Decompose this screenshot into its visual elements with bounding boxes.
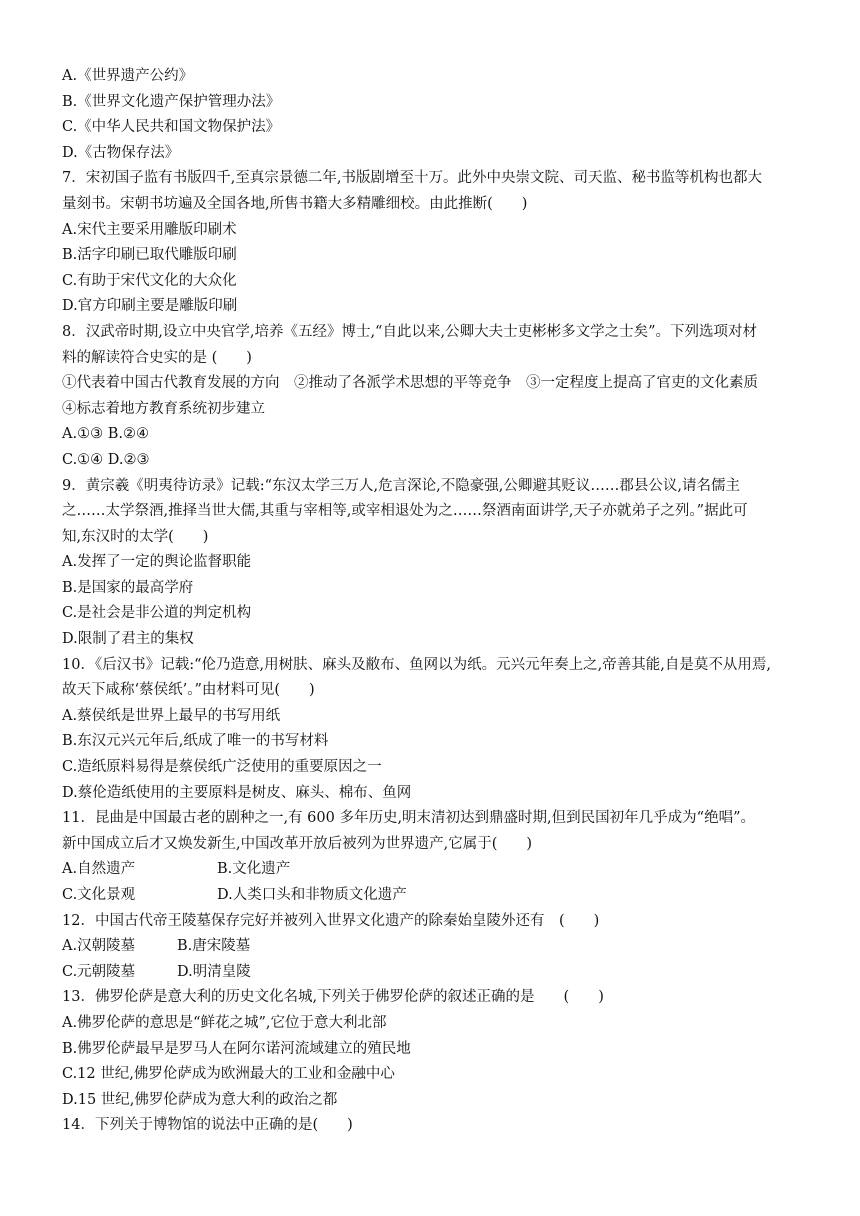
q7-stem-line-1: 7．宋初国子监有书版四千,至真宗景德二年,书版剧增至十万。此外中央崇文院、司天监、秘书监等机构也都大 bbox=[62, 170, 762, 187]
q12-option-d[interactable]: D.明清皇陵 bbox=[177, 963, 251, 980]
q12-stem: 12．中国古代帝王陵墓保存完好并被列入世界文化遗产的除秦始皇陵外还有 ( ) bbox=[62, 912, 600, 929]
q10-option-c[interactable]: C.造纸原料易得是蔡侯纸广泛使用的重要原因之一 bbox=[62, 759, 382, 776]
q6-option-a[interactable]: A.《世界遗产公约》 bbox=[62, 68, 194, 84]
q8-stem-line-2: 料的解读符合史实的是 ( ) bbox=[62, 349, 252, 366]
q10-stem-line-2: 故天下咸称‘蔡侯纸’。”由材料可见( ) bbox=[62, 682, 315, 699]
question-14 bbox=[62, 1113, 802, 1139]
q12-option-c[interactable]: C.元朝陵墓 bbox=[62, 963, 136, 980]
q6-option-c[interactable]: C.《中华人民共和国文物保护法》 bbox=[62, 119, 281, 136]
question-8 bbox=[62, 320, 802, 474]
question-10 bbox=[62, 653, 802, 807]
q7-option-b[interactable]: B.活字印刷已取代雕版印刷 bbox=[62, 247, 237, 264]
question-13 bbox=[62, 985, 802, 1113]
q11-option-a[interactable]: A.自然遗产 bbox=[62, 861, 136, 878]
q9-option-d[interactable]: D.限制了君主的集权 bbox=[62, 631, 194, 648]
q7-option-c[interactable]: C.有助于宋代文化的大众化 bbox=[62, 272, 237, 289]
q10-option-b[interactable]: B.东汉元兴元年后,纸成了唯一的书写材料 bbox=[62, 733, 329, 750]
q10-option-a[interactable]: A.蔡侯纸是世界上最早的书写用纸 bbox=[62, 707, 281, 724]
q14-stem: 14．下列关于博物馆的说法中正确的是( ) bbox=[62, 1117, 353, 1134]
q10-option-d[interactable]: D.蔡伦造纸使用的主要原料是树皮、麻头、棉布、鱼网 bbox=[62, 784, 412, 801]
q7-option-a[interactable]: A.宋代主要采用雕版印刷术 bbox=[62, 221, 237, 238]
q12-option-a[interactable]: A.汉朝陵墓 bbox=[62, 938, 136, 955]
q11-option-d[interactable]: D.人类口头和非物质文化遗产 bbox=[217, 887, 407, 903]
question-6 bbox=[62, 64, 802, 166]
q11-option-c[interactable]: C.文化景观 bbox=[62, 887, 136, 903]
question-11 bbox=[62, 806, 802, 908]
q8-options-line-2[interactable]: C.①④ D.②③ bbox=[62, 451, 150, 468]
q10-stem-line-1: 10．《后汉书》记载:“伦乃造意,用树肤、麻头及敝布、鱼网以为纸。元兴元年奏上之,帝善其能,自是莫不从用焉, bbox=[62, 656, 771, 673]
q13-option-a[interactable]: A.佛罗伦萨的意思是“鲜花之城”,它位于意大利北部 bbox=[62, 1014, 387, 1031]
q12-options-row-2 bbox=[62, 960, 802, 986]
q7-option-d[interactable]: D.官方印刷主要是雕版印刷 bbox=[62, 298, 238, 315]
q8-items-line-1: ①代表着中国古代教育发展的方向 ②推动了各派学术思想的平等竞争 ③一定程度上提高了官吏的文化素质 bbox=[62, 375, 758, 392]
q7-stem-line-2: 量刻书。宋朝书坊遍及全国各地,所售书籍大多精雕细校。由此推断( ) bbox=[62, 195, 528, 212]
question-9 bbox=[62, 474, 802, 653]
q8-stem-line-1: 8．汉武帝时期,设立中央官学,培养《五经》博士,“自此以来,公卿大夫士吏彬彬多文学之士矣”。下列选项对材 bbox=[62, 323, 757, 340]
q13-option-c[interactable]: C.12 世纪,佛罗伦萨成为欧洲最大的工业和金融中心 bbox=[62, 1066, 395, 1083]
q9-option-a[interactable]: A.发挥了一定的舆论监督职能 bbox=[62, 554, 252, 571]
q6-option-d[interactable]: D.《古物保存法》 bbox=[62, 144, 180, 161]
q11-option-b[interactable]: B.文化遗产 bbox=[217, 861, 291, 878]
exam-page bbox=[62, 64, 802, 1139]
q9-option-b[interactable]: B.是国家的最高学府 bbox=[62, 579, 194, 596]
q9-stem-line-3: 知,东汉时的太学( ) bbox=[62, 528, 209, 545]
q11-options-row-1 bbox=[62, 857, 802, 883]
q9-option-c[interactable]: C.是社会是非公道的判定机构 bbox=[62, 605, 252, 622]
q13-option-d[interactable]: D.15 世纪,佛罗伦萨成为意大利的政治之都 bbox=[62, 1091, 338, 1108]
q13-option-b[interactable]: B.佛罗伦萨最早是罗马人在阿尔诺河流域建立的殖民地 bbox=[62, 1040, 411, 1057]
q6-option-b[interactable]: B.《世界文化遗产保护管理办法》 bbox=[62, 93, 281, 110]
q11-options-row-2 bbox=[62, 883, 802, 909]
q9-stem-line-1: 9．黄宗羲《明夷待访录》记载:“东汉太学三万人,危言深论,不隐豪强,公卿避其贬议……郡县公议,请名儒主 bbox=[62, 477, 740, 494]
q8-items-line-2: ④标志着地方教育系统初步建立 bbox=[62, 400, 265, 417]
question-7 bbox=[62, 166, 802, 320]
q8-options-line-1[interactable]: A.①③ B.②④ bbox=[62, 426, 149, 443]
q11-stem-line-1: 11．昆曲是中国最古老的剧种之一,有 600 多年历史,明末清初达到鼎盛时期,但到民国初年几乎成为“绝唱”。 bbox=[62, 810, 755, 827]
q11-stem-line-2: 新中国成立后才又焕发新生,中国改革开放后被列为世界遗产,它属于( ) bbox=[62, 835, 533, 852]
q9-stem-line-2: 之……太学祭酒,推择当世大儒,其重与宰相等,或宰相退处为之……祭酒南面讲学,天子亦就弟子之列。”据此可 bbox=[62, 503, 748, 520]
question-12 bbox=[62, 909, 802, 986]
q12-option-b[interactable]: B.唐宋陵墓 bbox=[177, 938, 251, 955]
q12-options-row-1 bbox=[62, 934, 802, 960]
q13-stem: 13．佛罗伦萨是意大利的历史文化名城,下列关于佛罗伦萨的叙述正确的是 ( ) bbox=[62, 989, 604, 1006]
